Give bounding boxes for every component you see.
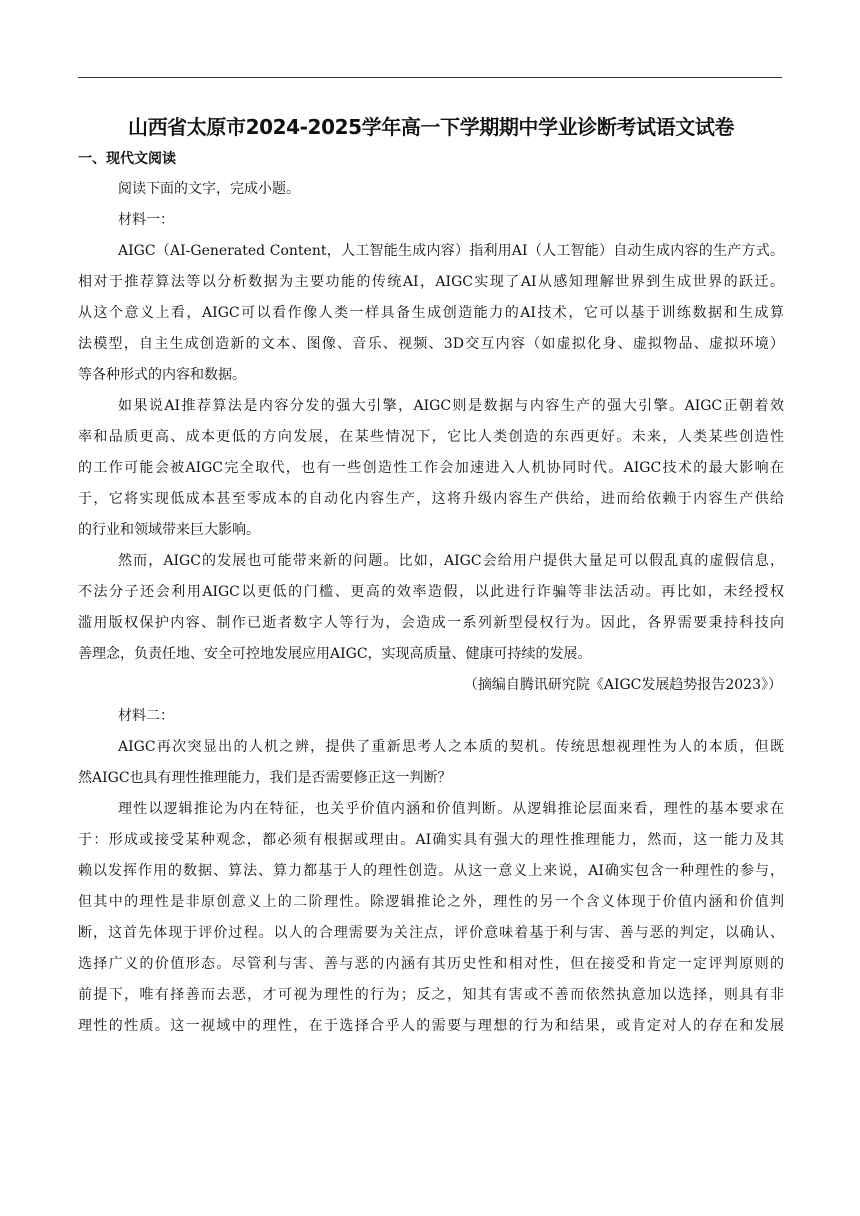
text-line: 理性以逻辑推论为内在特征，也关乎价值内涵和价值判断。从逻辑推论层面来看，理性的基本要求在 bbox=[118, 801, 784, 817]
text-line: 如果说AI推荐算法是内容分发的强大引擎，AIGC则是数据与内容生产的强大引擎。AIGC正朝着效 bbox=[118, 398, 784, 414]
document-body bbox=[78, 110, 784, 1042]
text-line: 理性的性质。这一视域中的理性，在于选择合乎人的需要与理想的行为和结果，或肯定对人的存在和发展 bbox=[78, 1018, 784, 1034]
material-two-label: 材料二： bbox=[118, 708, 174, 724]
document-title: 山西省太原市2024-2025学年高一下学期期中学业诊断考试语文试卷 bbox=[127, 115, 735, 139]
text-line: 但其中的理性是非原创意义上的二阶理性。除逻辑推论之外，理性的另一个含义体现于价值内涵和价值判 bbox=[78, 894, 784, 910]
text-line: 前提下，唯有择善而去恶，才可视为理性的行为；反之，知其有害或不善而依然执意加以选择，则具有非 bbox=[78, 987, 784, 1003]
text-line: 赖以发挥作用的数据、算法、算力都基于人的理性创造。从这一意义上来说，AI确实包含一种理性的参与， bbox=[78, 863, 784, 879]
text-line: 滥用版权保护内容、制作已逝者数字人等行为，会造成一系列新型侵权行为。因此，各界需要秉持科技向 bbox=[78, 615, 784, 631]
text-line: 然AIGC也具有理性推理能力，我们是否需要修正这一判断？ bbox=[78, 770, 452, 786]
text-line: 断，这首先体现于评价过程。以人的合理需要为关注点，评价意味着基于利与害、善与恶的判定，以确认、 bbox=[78, 925, 784, 941]
material-one-source: （摘编自腾讯研究院《AIGC发展趋势报告2023》） bbox=[463, 677, 782, 693]
material-two-paragraph-2 bbox=[78, 794, 784, 1042]
material-two-paragraph-1 bbox=[78, 732, 784, 794]
text-line: 不法分子还会利用AIGC以更低的门槛、更高的效率造假，以此进行诈骗等非法活动。再比如，未经授权 bbox=[78, 584, 784, 600]
material-one-label: 材料一： bbox=[118, 212, 174, 228]
text-line: 从这个意义上看，AIGC可以看作像人类一样具备生成创造能力的AI技术，它可以基于训练数据和生成算 bbox=[78, 305, 784, 321]
material-one-paragraph-1 bbox=[78, 236, 784, 391]
instruction-text: 阅读下面的文字，完成小题。 bbox=[118, 181, 300, 197]
text-line: 相对于推荐算法等以分析数据为主要功能的传统AI，AIGC实现了AI从感知理解世界到生成世界的跃迁。 bbox=[78, 274, 784, 290]
text-line: 于，它将实现低成本甚至零成本的自动化内容生产，这将升级内容生产供给，进而给依赖于内容生产供给 bbox=[78, 491, 784, 507]
text-line: AIGC（AI-Generated Content，人工智能生成内容）指利用AI（人工智能）自动生成内容的生产方式。 bbox=[118, 243, 784, 259]
text-line: 法模型，自主生成创造新的文本、图像、音乐、视频、3D交互内容（如虚拟化身、虚拟物品、虚拟环境） bbox=[78, 336, 784, 352]
text-line: 然而，AIGC的发展也可能带来新的问题。比如，AIGC会给用户提供大量足可以假乱真的虚假信息， bbox=[118, 553, 784, 569]
section-heading: 一、现代文阅读 bbox=[78, 151, 176, 167]
text-line: 的行业和领域带来巨大影响。 bbox=[78, 522, 260, 538]
text-line: 选择广义的价值形态。尽管利与害、善与恶的内涵有其历史性和相对性，但在接受和肯定一定评判原则的 bbox=[78, 956, 784, 972]
header-rule bbox=[78, 77, 782, 78]
text-line: 于：形成或接受某种观念，都必须有根据或理由。AI确实具有强大的理性推理能力，然而，这一能力及其 bbox=[78, 832, 784, 848]
text-line: 等各种形式的内容和数据。 bbox=[78, 367, 246, 383]
text-line: 的工作可能会被AIGC完全取代，也有一些创造性工作会加速进入人机协同时代。AIGC技术的最大影响在 bbox=[78, 460, 784, 476]
material-one-paragraph-2 bbox=[78, 391, 784, 546]
text-line: AIGC再次突显出的人机之辨，提供了重新思考人之本质的契机。传统思想视理性为人的本质，但既 bbox=[118, 739, 784, 755]
text-line: 善理念，负责任地、安全可控地发展应用AIGC，实现高质量、健康可持续的发展。 bbox=[78, 646, 592, 662]
text-line: 率和品质更高、成本更低的方向发展，在某些情况下，它比人类创造的东西更好。未来，人类某些创造性 bbox=[78, 429, 784, 445]
material-one-paragraph-3 bbox=[78, 546, 784, 670]
